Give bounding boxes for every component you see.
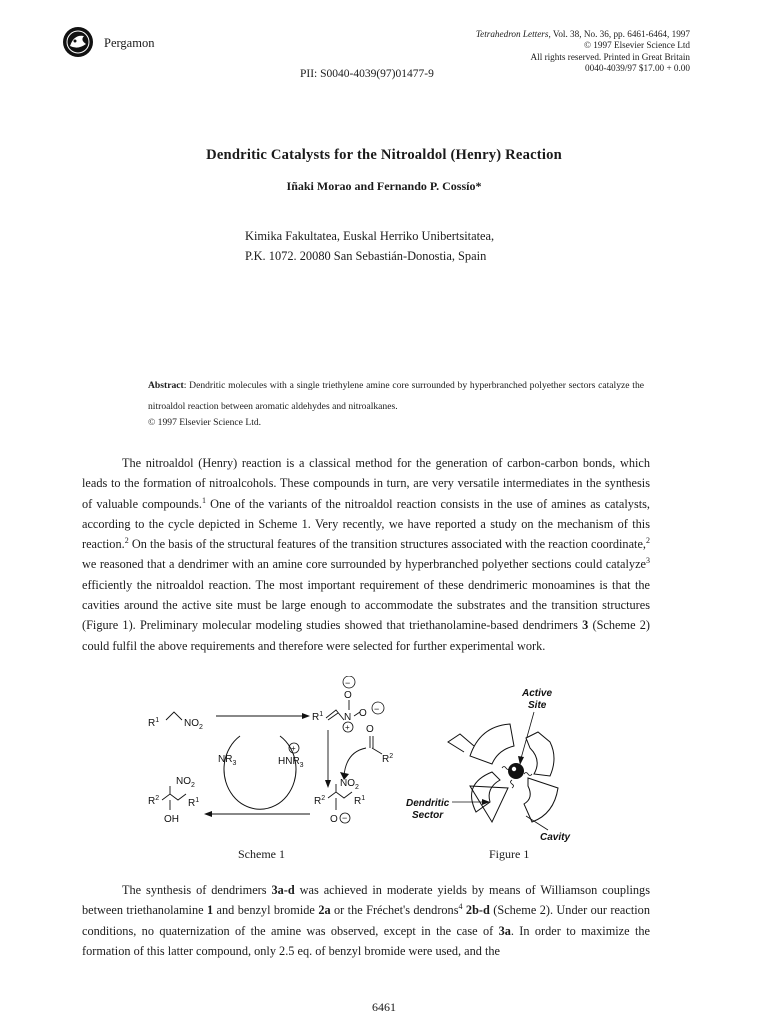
svg-text:−: −: [342, 813, 348, 823]
pii-identifier: PII: S0040-4039(97)01477-9: [300, 68, 434, 80]
svg-text:R1: $R^1$: [188, 797, 200, 809]
svg-text:Sector: Sector: [412, 810, 444, 821]
affiliation: [245, 226, 494, 266]
page-number: 6461: [372, 1000, 396, 1014]
svg-text:NR3: $NR_3$: [218, 754, 237, 767]
svg-text:R1: $R^1$: [312, 711, 324, 723]
journal-info: [476, 29, 690, 75]
svg-text:R1: $R^1$: [148, 717, 160, 729]
svg-text:O: O: [366, 724, 374, 735]
journal-copyright: © 1997 Elsevier Science Ltd: [584, 40, 690, 51]
svg-text:R2: $R^2$: [148, 795, 160, 807]
paper-authors: Iñaki Morao and Fernando P. Cossío*: [286, 179, 482, 193]
svg-text:O: O: [330, 814, 338, 825]
svg-text:Site: Site: [528, 700, 547, 711]
svg-text:N: N: [344, 712, 352, 723]
scheme-1-diagram: [148, 676, 393, 825]
svg-text:OH: OH: [164, 814, 179, 825]
abstract-text: : Dendritic molecules with a single triethylene amine core surrounded by hyperbranched polyether sectors catalyze the nitroaldol reaction between aromatic aldehydes and nitroalkanes.: [148, 380, 644, 412]
svg-text:Cavity: Cavity: [540, 832, 571, 843]
svg-text:+: +: [291, 744, 296, 753]
scheme-and-figure: [130, 676, 590, 872]
figure-1-diagram: [406, 688, 570, 843]
svg-text:Dendritic: Dendritic: [406, 798, 450, 809]
svg-text:NO2: $NO_2$: [340, 778, 359, 791]
svg-text:−: −: [374, 704, 380, 714]
svg-text:HNR3: $HNR_3$: [278, 756, 304, 769]
svg-text:R2: $R^2$: [382, 753, 394, 765]
abstract-copyright: © 1997 Elsevier Science Ltd.: [148, 417, 262, 428]
figure-1-caption: Figure 1: [489, 847, 530, 861]
svg-text:NO2: $NO_2$: [176, 776, 195, 789]
journal-price: 0040-4039/97 $17.00 + 0.00: [585, 63, 690, 74]
svg-text:−: −: [345, 678, 351, 688]
svg-text:Active: Active: [522, 688, 553, 699]
abstract-label: Abstract: [148, 380, 184, 391]
affiliation-line-2: P.K. 1072. 20080 San Sebastián-Donostia, Spain: [245, 249, 487, 263]
journal-rights: All rights reserved. Printed in Great Britain: [530, 51, 690, 62]
paper-title: Dendritic Catalysts for the Nitroaldol (Henry) Reaction: [206, 147, 562, 163]
svg-text:R1: $R^1$: [354, 795, 366, 807]
journal-citation: Tetrahedron Letters, Vol. 38, No. 36, pp. 6461-6464, 1997: [475, 29, 690, 39]
svg-text:R2: $R^2$: [314, 795, 326, 807]
publisher-name: Pergamon: [104, 36, 155, 50]
abstract: [148, 375, 644, 417]
svg-text:O: O: [344, 690, 352, 701]
affiliation-line-1: Kimika Fakultatea, Euskal Herriko Unibertsitatea,: [245, 229, 495, 243]
body-paragraph-1: The nitroaldol (Henry) reaction is a classical method for the generation of carbon-carbon bonds, which leads to the formation of nitroalcohols. These compounds in turn, are very versatile intermediates in the synthesis of valuable compounds.$^1$ One of the variants of the nitroaldol reaction consists in the use of amines as catalysts, according to the cycle depicted in Scheme 1. Very recently, we have reported a study on the mechanism of this reaction.$^2$ On the basis of the structural features of the transition structures associated with the reaction coordinate,$^2$ we reasoned that a dendrimer with an amine core surrounded by hyperbranched polyether sections could catalyze$^3$ efficiently the nitroaldol reaction. The most important requirement of these dendrimeric monoamines is that the cavities around the active site must be large enough to accommodate the substrates and the transition structures (Figure 1). Preliminary molecular modeling studies showed that triethanolamine-based dendrimers 3 (Scheme 2) could fulfil the above requirements and therefore were selected for further experimental work.: [82, 456, 651, 653]
pergamon-logo-icon: [62, 26, 94, 58]
svg-text:+: +: [345, 723, 350, 732]
svg-text:O: O: [359, 708, 367, 719]
scheme-1-caption: Scheme 1: [238, 847, 285, 861]
body-paragraph-2: The synthesis of dendrimers 3a-d was achieved in moderate yields by means of Williamson couplings between triethanolamine 1 and benzyl bromide 2a or the Fréchet's dendrons$^4$ 2b-d (Scheme 2). Under our reaction conditions, no quaternization of the amine was observed, except in the case of 3a. In order to maximize the formation of this latter compound, only 2.5 eq. of benzyl bromide were used, and the: [82, 883, 650, 958]
svg-text:NO2: $NO_2$: [184, 718, 203, 731]
